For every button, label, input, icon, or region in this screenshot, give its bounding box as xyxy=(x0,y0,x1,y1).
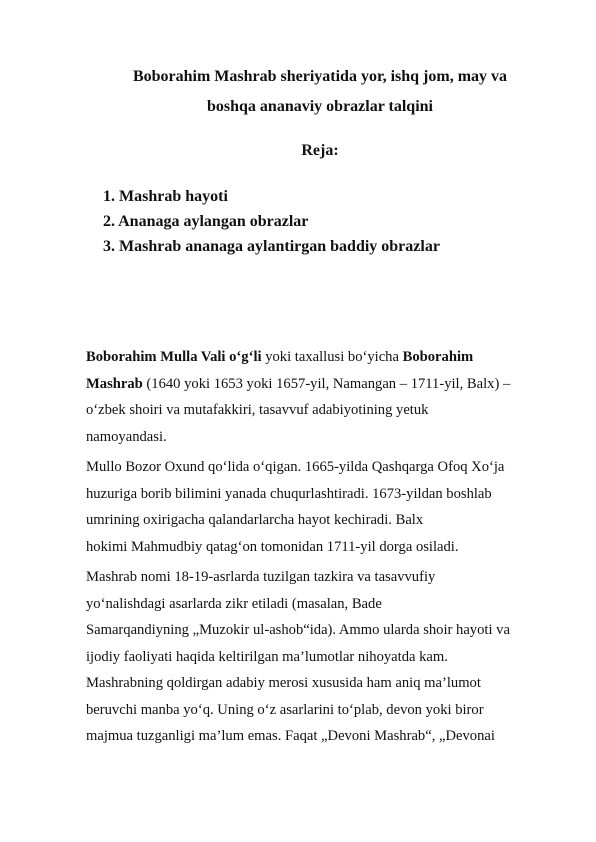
bold-name: Mashrab xyxy=(86,375,143,392)
paragraph-line: beruvchi manba yo‘q. Uning o‘z asarlarini to‘plab, devon yoki biror xyxy=(86,701,484,718)
plan-item-1: 1. Mashrab hayoti xyxy=(103,188,228,205)
body-text xyxy=(86,344,570,754)
plan-heading: Reja: xyxy=(301,142,339,159)
paragraph-line: majmua tuzganligi ma’lum emas. Faqat „Devoni Mashrab“, „Devonai xyxy=(86,728,495,744)
paragraph-line: ijodiy faoliyati haqida keltirilgan ma’lumotlar nihoyatda kam. xyxy=(86,648,448,665)
plan-item-2: 2. Ananaga aylangan obrazlar xyxy=(103,213,309,230)
plan-item-3: 3. Mashrab ananaga aylantirgan baddiy obrazlar xyxy=(103,238,440,255)
paragraph-line: o‘zbek shoiri va mutafakkiri, tasavvuf adabiyotining yetuk xyxy=(86,402,429,418)
paragraph-line: Mullo Bozor Oxund qo‘lida o‘qigan. 1665-yilda Qashqarga Ofoq Xo‘ja xyxy=(86,459,505,475)
paragraph-line: namoyandasi. xyxy=(86,428,167,445)
paragraph-line: Mashrab nomi 18-19-asrlarda tuzilgan tazkira va tasavvufiy xyxy=(86,569,436,585)
paragraph-3 xyxy=(86,564,570,750)
bold-name: Boborahim Mulla Vali o‘g‘li xyxy=(86,349,262,365)
title-line-2: boshqa ananaviy obrazlar talqini xyxy=(207,98,433,115)
paragraph-line: Mashrabning qoldirgan adabiy merosi xususida ham aniq ma’lumot xyxy=(86,675,481,691)
paragraph-line: huzuriga borib bilimini yanada chuqurlashtiradi. 1673-yildan boshlab xyxy=(86,485,492,502)
paragraph-line: yo‘nalishdagi asarlarda zikr etiladi (masalan, Bade xyxy=(86,595,382,612)
paragraph-line: Samarqandiyning „Muzokir ul-ashob“ida). Ammo ularda shoir hayoti va xyxy=(86,622,510,638)
paragraph-1 xyxy=(86,344,570,450)
paragraph-line: hokimi Mahmudbiy qatag‘on tomonidan 1711-yil dorga osiladi. xyxy=(86,538,459,555)
title-line-1: Boborahim Mashrab sheriyatida yor, ishq jom, may va xyxy=(132,68,508,85)
paragraph-2 xyxy=(86,454,570,560)
bold-name: Boborahim xyxy=(402,349,474,365)
paragraph-line: umrining oxirigacha qalandarlarcha hayot kechiradi. Balx xyxy=(86,512,424,528)
document-title xyxy=(70,62,570,122)
paragraph-line xyxy=(86,371,570,398)
paragraph-line xyxy=(86,344,570,371)
plan-list xyxy=(103,184,440,259)
text-run: (1640 yoki 1653 yoki 1657-yil, Namangan – 1711-yil, Balx) – xyxy=(142,375,511,392)
text-run: yoki taxallusi bo‘yicha xyxy=(261,349,403,365)
